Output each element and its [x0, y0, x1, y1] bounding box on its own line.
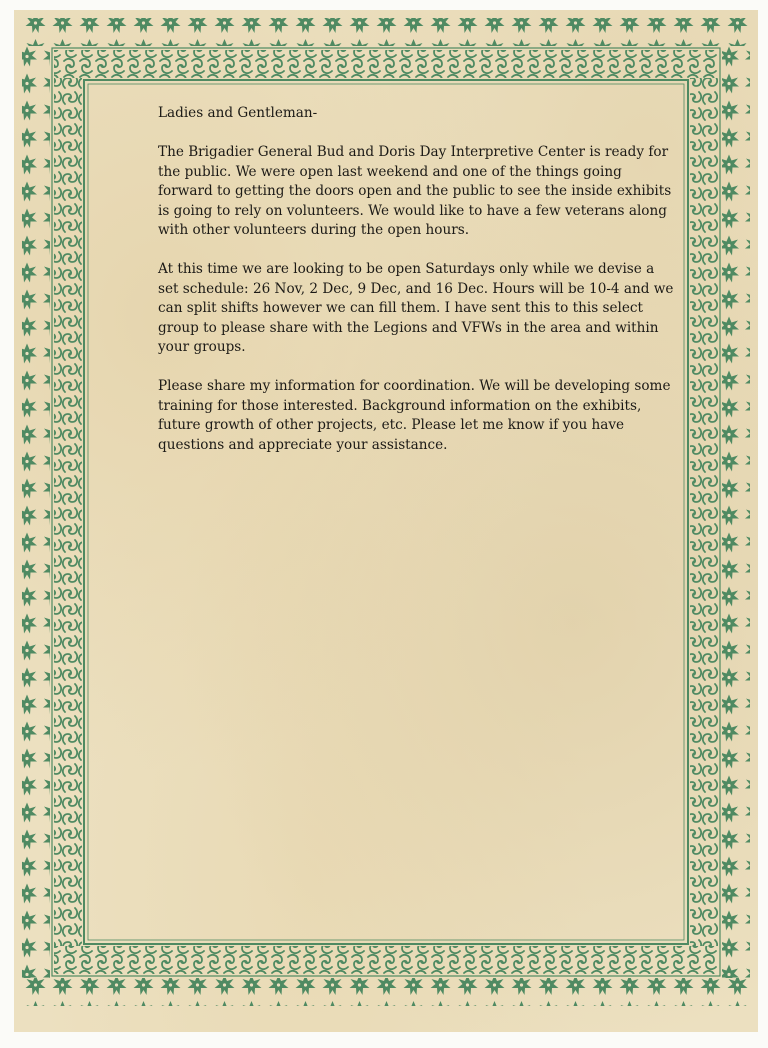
- letter-body: [158, 104, 678, 475]
- letter-paragraph: At this time we are looking to be open Saturdays only while we devise a set schedule: 26 Nov, 2 Dec, 9 Dec, and 16 Dec. Hours will be 10-4 and we can split shifts however we can fill them. I have sent this to this select group to please share with the Legions and VFWs in the area and within your groups.: [158, 261, 674, 355]
- letter-greeting: Ladies and Gentleman-: [158, 105, 318, 121]
- letter-paragraph: The Brigadier General Bud and Doris Day Interpretive Center is ready for the public. We were open last weekend and one of the things going forward to getting the doors open and the public to see the inside exhibits is going to rely on volunteers. We would like to have a few veterans along with other volunteers during the open hours.: [158, 144, 672, 238]
- letter-paragraph: Please share my information for coordination. We will be developing some training for those interested. Background information on the exhibits, future growth of other projects, etc. Please let me know if you have questions and appreciate your assistance.: [158, 378, 671, 453]
